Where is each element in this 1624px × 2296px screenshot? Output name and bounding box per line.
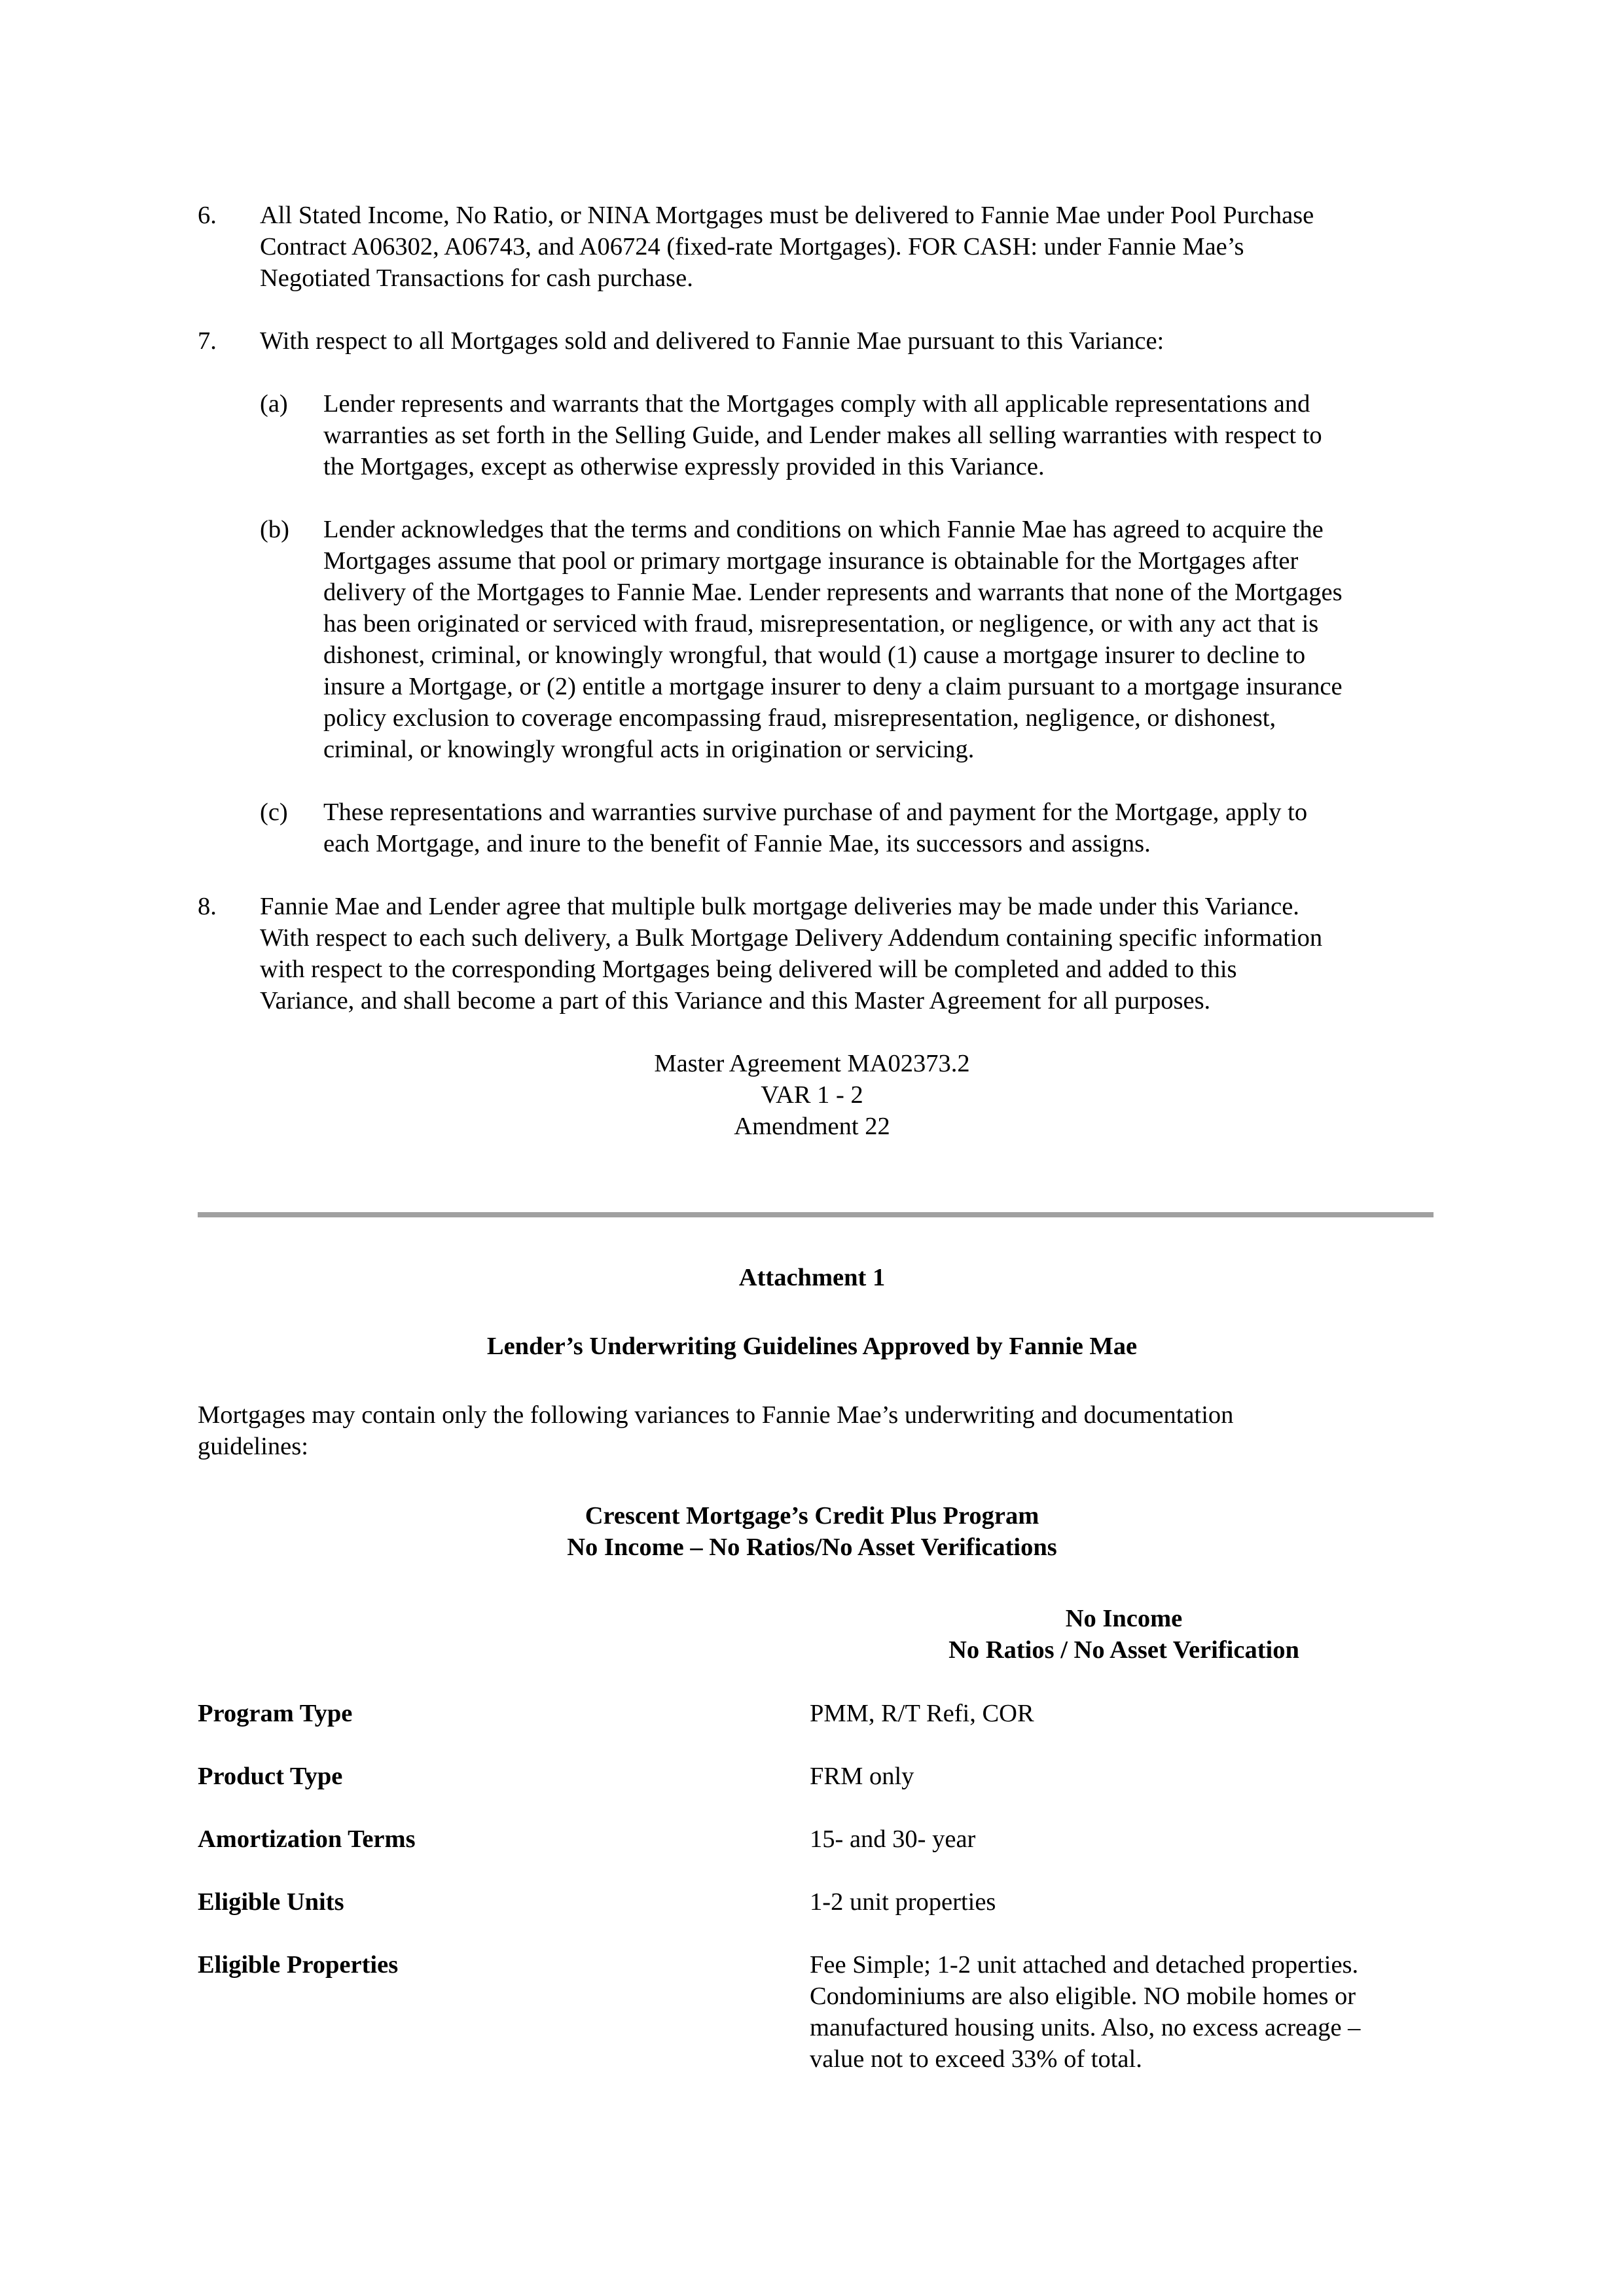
sub-item-text bbox=[323, 388, 1438, 482]
column-heading bbox=[810, 1603, 1438, 1666]
item-line: With respect to all Mortgages sold and delivered to Fannie Mae pursuant to this Variance: bbox=[260, 327, 1164, 355]
row-label-program-type: Program Type bbox=[198, 1700, 353, 1727]
item-line: Variance, and shall become a part of this Variance and this Master Agreement for all purposes. bbox=[260, 987, 1211, 1014]
item-number: 8. bbox=[198, 893, 217, 920]
item-line: Fannie Mae and Lender agree that multiple bulk mortgage deliveries may be made under this Variance. bbox=[260, 893, 1299, 920]
column-heading-line-2: No Ratios / No Asset Verification bbox=[948, 1636, 1299, 1664]
sub-item-line: each Mortgage, and inure to the benefit of Fannie Mae, its successors and assigns. bbox=[323, 830, 1151, 857]
sub-item-line: These representations and warranties survive purchase of and payment for the Mortgage, apply to bbox=[323, 798, 1308, 826]
program-title: Crescent Mortgage’s Credit Plus Program bbox=[585, 1502, 1039, 1530]
agreement-footer bbox=[0, 1048, 1624, 1142]
intro-line: guidelines: bbox=[198, 1433, 308, 1460]
item-line: With respect to each such delivery, a Bulk Mortgage Delivery Addendum containing specific information bbox=[260, 924, 1323, 952]
attachment-intro bbox=[198, 1399, 1441, 1462]
item-text bbox=[260, 325, 1441, 357]
sub-item-text bbox=[323, 514, 1438, 765]
row-value-line: manufactured housing units. Also, no excess acreage – bbox=[810, 2014, 1361, 2041]
row-value-eligible-units bbox=[810, 1886, 1438, 1918]
sub-item-line: policy exclusion to coverage encompassing fraud, misrepresentation, negligence, or dishonest, bbox=[323, 704, 1276, 732]
row-value-line: Condominiums are also eligible. NO mobile homes or bbox=[810, 1982, 1356, 2010]
row-label-product-type: Product Type bbox=[198, 1763, 343, 1790]
row-value-eligible-properties bbox=[810, 1949, 1438, 2075]
attachment-subtitle: Lender’s Underwriting Guidelines Approved by Fannie Mae bbox=[486, 1333, 1138, 1360]
item-line: Negotiated Transactions for cash purchase. bbox=[260, 264, 693, 292]
row-value-line: Fee Simple; 1-2 unit attached and detached properties. bbox=[810, 1951, 1359, 1979]
sub-item-label: (b) bbox=[260, 516, 289, 543]
item-text bbox=[260, 200, 1441, 294]
sub-item-line: delivery of the Mortgages to Fannie Mae. Lender represents and warrants that none of the Mortgages bbox=[323, 579, 1343, 606]
sub-item-line: insure a Mortgage, or (2) entitle a mortgage insurer to deny a claim pursuant to a mortgage insurance bbox=[323, 673, 1343, 700]
row-value-line: 15- and 30- year bbox=[810, 1825, 976, 1853]
variance-number: VAR 1 - 2 bbox=[761, 1081, 863, 1109]
sub-item-line: warranties as set forth in the Selling Guide, and Lender makes all selling warranties with respect to bbox=[323, 422, 1322, 449]
row-value-line: value not to exceed 33% of total. bbox=[810, 2045, 1142, 2073]
row-value-line: FRM only bbox=[810, 1763, 914, 1790]
item-number: 6. bbox=[198, 202, 217, 229]
sub-item-line: dishonest, criminal, or knowingly wrongful, that would (1) cause a mortgage insurer to decline to bbox=[323, 641, 1306, 669]
page-divider bbox=[198, 1212, 1434, 1217]
sub-item-line: criminal, or knowingly wrongful acts in origination or servicing. bbox=[323, 736, 975, 763]
sub-item-line: the Mortgages, except as otherwise expressly provided in this Variance. bbox=[323, 453, 1045, 480]
row-label-eligible-units: Eligible Units bbox=[198, 1888, 344, 1916]
item-line: Contract A06302, A06743, and A06724 (fixed-rate Mortgages). FOR CASH: under Fannie Mae’s bbox=[260, 233, 1244, 260]
sub-item-text bbox=[323, 797, 1438, 859]
sub-item-line: Lender acknowledges that the terms and conditions on which Fannie Mae has agreed to acquire the bbox=[323, 516, 1324, 543]
item-number: 7. bbox=[198, 327, 217, 355]
row-label-eligible-properties: Eligible Properties bbox=[198, 1951, 399, 1979]
row-value-product-type bbox=[810, 1761, 1438, 1792]
program-heading bbox=[0, 1500, 1624, 1563]
amendment-number: Amendment 22 bbox=[734, 1113, 890, 1140]
row-label-amortization-terms: Amortization Terms bbox=[198, 1825, 416, 1853]
item-text bbox=[260, 891, 1441, 1016]
sub-item-label: (a) bbox=[260, 390, 288, 418]
sub-item-line: Lender represents and warrants that the Mortgages comply with all applicable representations and bbox=[323, 390, 1310, 418]
item-line: All Stated Income, No Ratio, or NINA Mortgages must be delivered to Fannie Mae under Pool Purchase bbox=[260, 202, 1314, 229]
row-value-program-type bbox=[810, 1698, 1438, 1729]
agreement-number: Master Agreement MA02373.2 bbox=[654, 1050, 970, 1077]
attachment-title: Attachment 1 bbox=[738, 1264, 886, 1291]
sub-item-line: Mortgages assume that pool or primary mortgage insurance is obtainable for the Mortgages after bbox=[323, 547, 1299, 575]
item-line: with respect to the corresponding Mortgages being delivered will be completed and added to this bbox=[260, 956, 1237, 983]
row-value-line: PMM, R/T Refi, COR bbox=[810, 1700, 1034, 1727]
row-value-line: 1-2 unit properties bbox=[810, 1888, 996, 1916]
column-heading-line-1: No Income bbox=[1065, 1605, 1183, 1632]
row-value-amortization-terms bbox=[810, 1823, 1438, 1855]
sub-item-label: (c) bbox=[260, 798, 288, 826]
program-subtitle: No Income – No Ratios/No Asset Verifications bbox=[567, 1534, 1057, 1561]
sub-item-line: has been originated or serviced with fraud, misrepresentation, or negligence, or with any act that is bbox=[323, 610, 1319, 637]
intro-line: Mortgages may contain only the following variances to Fannie Mae’s underwriting and documentation bbox=[198, 1401, 1234, 1429]
